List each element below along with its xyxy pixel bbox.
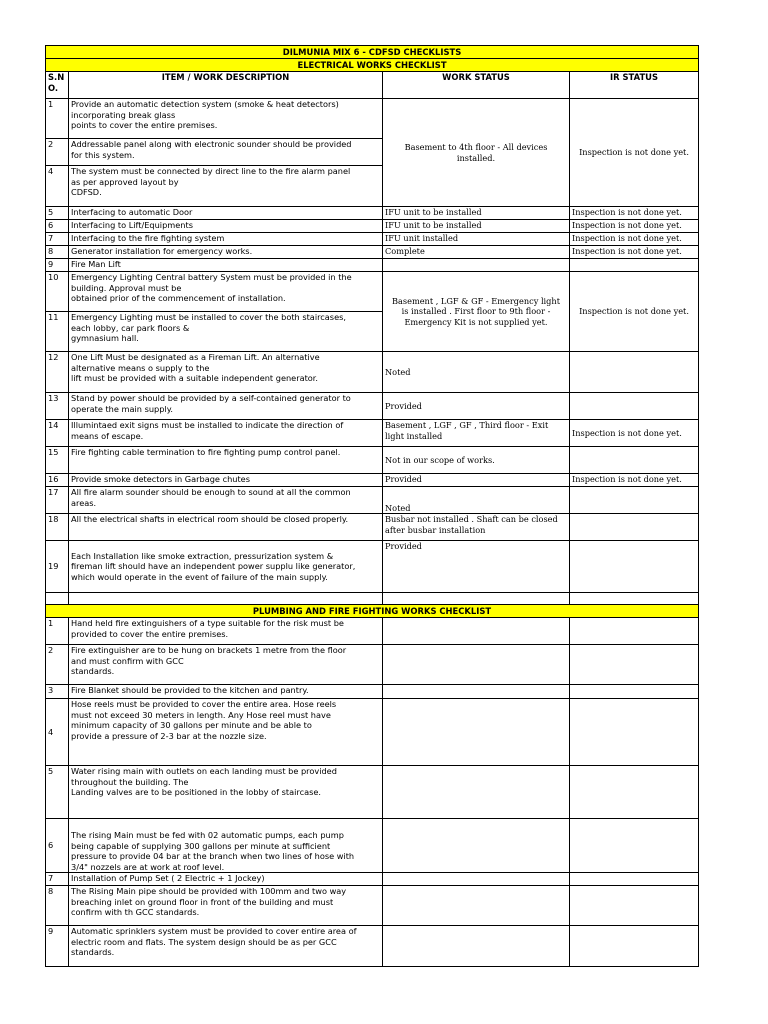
table-row: [46, 487, 699, 514]
row-work-status: Busbar not installed . Shaft can be closed after busbar installation: [383, 514, 570, 541]
row-work-status: [383, 873, 570, 886]
row-description: The system must be connected by direct line to the fire alarm panel as per approved layout by CDFSD.: [69, 166, 383, 207]
row-ir-status: Inspection is not done yet.: [570, 233, 699, 246]
row-description: Stand by power should be provided by a self-contained generator to operate the main supply.: [69, 393, 383, 420]
row-work-status: Noted: [383, 352, 570, 393]
row-work-status: Provided: [383, 393, 570, 420]
work-status-group-emergency-lighting: Basement , LGF & GF - Emergency light is installed . First floor to 9th floor - Emergency Kit is not supplied yet.: [383, 272, 570, 352]
row-number: 8: [46, 886, 69, 926]
table-row: [46, 685, 699, 699]
row-work-status: Provided: [383, 474, 570, 487]
row-work-status: [383, 926, 570, 967]
row-number: 6: [46, 819, 69, 873]
row-description: Addressable panel along with electronic sounder should be provided for this system.: [69, 139, 383, 166]
row-number: 2: [46, 139, 69, 166]
table-row: [46, 474, 699, 487]
table-row: [46, 207, 699, 220]
row-ir-status: Inspection is not done yet.: [570, 207, 699, 220]
row-number: 8: [46, 246, 69, 259]
row-description: Installation of Pump Set ( 2 Electric + 1 Jockey): [69, 873, 383, 886]
row-number: 11: [46, 312, 69, 352]
row-number: 14: [46, 420, 69, 447]
table-row: [46, 819, 699, 873]
row-description: Interfacing to Lift/Equipments: [69, 220, 383, 233]
row-number: 18: [46, 514, 69, 541]
row-number: 3: [46, 685, 69, 699]
row-number: 4: [46, 166, 69, 207]
row-ir-status: [570, 259, 699, 272]
table-row: [46, 618, 699, 645]
row-number: 7: [46, 873, 69, 886]
row-work-status: [383, 618, 570, 645]
row-work-status: [383, 819, 570, 873]
row-description: Water rising main with outlets on each landing must be provided throughout the building. The Landing valves are to be positioned in the lobby of staircase.: [69, 766, 383, 819]
row-description: Emergency Lighting Central battery System must be provided in the building. Approval must be obtained prior of the commencement of installation.: [69, 272, 383, 312]
row-ir-status: Inspection is not done yet.: [570, 420, 699, 447]
row-ir-status: [570, 352, 699, 393]
row-work-status: Not in our scope of works.: [383, 447, 570, 474]
row-description: Emergency Lighting must be installed to cover the both staircases, each lobby, car park floors & gymnasium hall.: [69, 312, 383, 352]
table-row: [46, 766, 699, 819]
spacer-row: [46, 593, 699, 605]
table-row: [46, 886, 699, 926]
row-ir-status: Inspection is not done yet.: [570, 246, 699, 259]
row-description: Fire Blanket should be provided to the kitchen and pantry.: [69, 685, 383, 699]
table-row: [46, 272, 699, 312]
row-description: The Rising Main pipe should be provided with 100mm and two way breaching inlet on ground floor in front of the building and must confirm with th GCC standards.: [69, 886, 383, 926]
row-number: 16: [46, 474, 69, 487]
row-description: One Lift Must be designated as a Fireman Lift. An alternative alternative means o supply to the lift must be provided with a suitable independent generator.: [69, 352, 383, 393]
row-ir-status: [570, 514, 699, 541]
row-ir-status: [570, 886, 699, 926]
row-work-status: [383, 645, 570, 685]
row-description: All fire alarm sounder should be enough to sound at all the common areas.: [69, 487, 383, 514]
row-description: Each Installation like smoke extraction, pressurization system & fireman lift should have an independent power supplu like generator, which would operate in the event of failure of the main supply.: [69, 541, 383, 593]
row-description: Hand held fire extinguishers of a type suitable for the risk must be provided to cover the entire premises.: [69, 618, 383, 645]
row-number: 7: [46, 233, 69, 246]
row-number: 1: [46, 618, 69, 645]
table-row: [46, 541, 699, 593]
row-number: 19: [46, 541, 69, 593]
row-ir-status: [570, 699, 699, 766]
table-row: [46, 352, 699, 393]
row-work-status: Complete: [383, 246, 570, 259]
row-number: 4: [46, 699, 69, 766]
row-ir-status: [570, 393, 699, 420]
row-number: 12: [46, 352, 69, 393]
row-description: Fire Man Lift: [69, 259, 383, 272]
row-ir-status: Inspection is not done yet.: [570, 220, 699, 233]
row-description: Illumintaed exit signs must be installed to indicate the direction of means of escape.: [69, 420, 383, 447]
checklist-sheet: [45, 45, 698, 967]
table-row: [46, 645, 699, 685]
table-row: [46, 246, 699, 259]
row-work-status: IFU unit to be installed: [383, 220, 570, 233]
table-row: [46, 699, 699, 766]
row-work-status: [383, 766, 570, 819]
electrical-section-heading: ELECTRICAL WORKS CHECKLIST: [46, 59, 699, 72]
row-ir-status: [570, 618, 699, 645]
row-ir-status: [570, 873, 699, 886]
row-description: Fire extinguisher are to be hung on brackets 1 metre from the floor and must confirm with GCC standards.: [69, 645, 383, 685]
row-number: 5: [46, 207, 69, 220]
row-work-status: Provided: [383, 541, 570, 593]
row-description: Interfacing to automatic Door: [69, 207, 383, 220]
row-work-status: [383, 699, 570, 766]
row-ir-status: [570, 766, 699, 819]
row-number: 15: [46, 447, 69, 474]
row-work-status: [383, 685, 570, 699]
row-work-status: IFU unit installed: [383, 233, 570, 246]
row-number: 1: [46, 99, 69, 139]
row-work-status: IFU unit to be installed: [383, 207, 570, 220]
table-row: [46, 447, 699, 474]
document-title: DILMUNIA MIX 6 - CDFSD CHECKLISTS: [46, 46, 699, 59]
table-row: [46, 220, 699, 233]
table-row: [46, 926, 699, 967]
column-header-ir-status: IR STATUS: [570, 72, 699, 99]
row-ir-status: [570, 926, 699, 967]
row-number: 9: [46, 926, 69, 967]
table-row: [46, 393, 699, 420]
row-number: 17: [46, 487, 69, 514]
row-number: 13: [46, 393, 69, 420]
row-description: Interfacing to the fire fighting system: [69, 233, 383, 246]
column-header-item: ITEM / WORK DESCRIPTION: [69, 72, 383, 99]
row-ir-status: [570, 541, 699, 593]
work-status-group-detection: Basement to 4th floor - All devices installed.: [383, 99, 570, 207]
table-row: [46, 514, 699, 541]
row-description: Automatic sprinklers system must be provided to cover entire area of electric room and flats. The system design should be as per GCC standards.: [69, 926, 383, 967]
row-number: 5: [46, 766, 69, 819]
row-description: Provide smoke detectors in Garbage chutes: [69, 474, 383, 487]
row-description: All the electrical shafts in electrical room should be closed properly.: [69, 514, 383, 541]
table-row: [46, 233, 699, 246]
row-ir-status: [570, 819, 699, 873]
row-work-status: [383, 886, 570, 926]
table-row: [46, 259, 699, 272]
row-ir-status: [570, 487, 699, 514]
table-row: [46, 99, 699, 139]
checklist-table: [45, 45, 699, 967]
row-work-status: Noted: [383, 487, 570, 514]
ir-status-group-detection: Inspection is not done yet.: [570, 99, 699, 207]
ir-status-group-emergency-lighting: Inspection is not done yet.: [570, 272, 699, 352]
row-number: 6: [46, 220, 69, 233]
column-header-sno: S.N O.: [46, 72, 69, 99]
column-header-work-status: WORK STATUS: [383, 72, 570, 99]
row-work-status: Basement , LGF , GF , Third floor - Exit light installed: [383, 420, 570, 447]
row-ir-status: [570, 685, 699, 699]
row-description: The rising Main must be fed with 02 automatic pumps, each pump being capable of supplying 300 gallons per minute at sufficient pressure to provide 04 bar at the branch when two lines of hose with 3/4" nozzels are at work at roof level.: [69, 819, 383, 873]
row-work-status: [383, 259, 570, 272]
row-number: 9: [46, 259, 69, 272]
table-row: [46, 420, 699, 447]
row-ir-status: [570, 447, 699, 474]
row-description: Generator installation for emergency works.: [69, 246, 383, 259]
table-row: [46, 873, 699, 886]
row-description: Fire fighting cable termination to fire fighting pump control panel.: [69, 447, 383, 474]
plumbing-section-heading: PLUMBING AND FIRE FIGHTING WORKS CHECKLIST: [46, 605, 699, 618]
row-ir-status: Inspection is not done yet.: [570, 474, 699, 487]
row-description: Provide an automatic detection system (smoke & heat detectors) incorporating break glass points to cover the entire premises.: [69, 99, 383, 139]
row-number: 10: [46, 272, 69, 312]
row-description: Hose reels must be provided to cover the entire area. Hose reels must not exceed 30 meters in length. Any Hose reel must have minimum capacity of 30 gallons per minute and be able to provide a pressure of 2-3 bar at the nozzle size.: [69, 699, 383, 766]
row-ir-status: [570, 645, 699, 685]
row-number: 2: [46, 645, 69, 685]
